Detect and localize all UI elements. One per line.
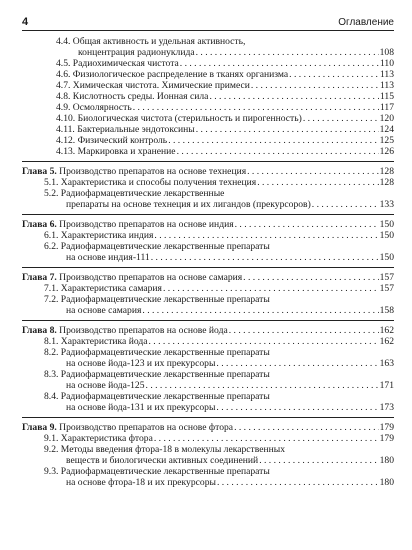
toc-entry bbox=[22, 380, 394, 391]
toc-entry-label: концентрация радионуклида bbox=[78, 47, 195, 58]
toc-entry-line: 8.4. Радиофармацевтические лекарственные препараты bbox=[44, 391, 270, 402]
chapter-block bbox=[22, 161, 394, 210]
page-ref: 128 bbox=[379, 166, 394, 177]
leader-dots bbox=[216, 402, 378, 413]
page-ref: 124 bbox=[379, 124, 394, 135]
leader-dots bbox=[154, 433, 379, 444]
chapter-heading-label: Глава 7. Производство препаратов на основе самария bbox=[22, 272, 243, 283]
toc-entry-line: 6.2. Радиофармацевтические лекарственные препараты bbox=[44, 241, 270, 252]
toc-entry-label: 4.5. Радиохимическая чистота bbox=[56, 58, 179, 69]
chapter-heading bbox=[22, 422, 394, 433]
toc-entry-label: препараты на основе технеция и их лигандов (прекурсоров) bbox=[66, 199, 311, 210]
page-ref: 128 bbox=[379, 177, 394, 188]
page-ref: 113 bbox=[379, 69, 394, 80]
chapter-heading bbox=[22, 272, 394, 283]
toc-entry-label: 4.12. Физический контроль bbox=[56, 135, 168, 146]
toc-entry-label: 5.1. Характеристика и способы получения технеция bbox=[44, 177, 257, 188]
chapter-heading-label: Глава 6. Производство препаратов на основе индия bbox=[22, 219, 234, 230]
chapter-block bbox=[22, 267, 394, 316]
page-ref: 157 bbox=[379, 272, 394, 283]
toc-entry-line: 8.2. Радиофармацевтические лекарственные препараты bbox=[44, 347, 270, 358]
page-ref: 173 bbox=[379, 402, 394, 413]
table-of-contents bbox=[22, 36, 394, 488]
toc-entry-label: на основе йода-123 и их прекурсоры bbox=[66, 358, 216, 369]
page-ref: 163 bbox=[379, 358, 394, 369]
leader-dots bbox=[251, 80, 379, 91]
page-number: 4 bbox=[22, 16, 29, 28]
page-ref: 179 bbox=[379, 422, 394, 433]
toc-entry-label: 6.1. Характеристика индия bbox=[44, 230, 154, 241]
page-ref: 150 bbox=[379, 219, 394, 230]
leader-dots bbox=[303, 113, 379, 124]
page-ref: 180 bbox=[379, 477, 394, 488]
chapter-block bbox=[22, 214, 394, 263]
toc-entry bbox=[22, 455, 394, 466]
page-ref: 180 bbox=[379, 455, 394, 466]
leader-dots bbox=[235, 219, 379, 230]
toc-entry bbox=[22, 146, 394, 157]
leader-dots bbox=[180, 58, 379, 69]
toc-entry bbox=[22, 252, 394, 263]
toc-entry-label: на основе индия-111 bbox=[66, 252, 150, 263]
page-ref: 133 bbox=[379, 199, 394, 210]
toc-entry-label: на основе самария bbox=[66, 305, 142, 316]
toc-entry bbox=[22, 58, 394, 69]
toc-entry bbox=[22, 358, 394, 369]
leader-dots bbox=[154, 230, 378, 241]
leader-dots bbox=[216, 358, 378, 369]
leader-dots bbox=[133, 102, 379, 113]
toc-entry bbox=[22, 305, 394, 316]
chapter-number: Глава 6. bbox=[22, 219, 57, 230]
toc-entry-label: 8.1. Характеристика йода bbox=[44, 336, 148, 347]
page-ref: 179 bbox=[379, 433, 394, 444]
toc-entry-label: на основе фтора-18 и их прекурсоры bbox=[66, 477, 216, 488]
chapter-heading-label: Глава 8. Производство препаратов на основе йода bbox=[22, 325, 228, 336]
toc-entry bbox=[22, 80, 394, 91]
toc-entry-label: 9.1. Характеристика фтора bbox=[44, 433, 153, 444]
toc-entry-line: 9.2. Методы введения фтора-18 в молекулы лекарственных bbox=[44, 444, 285, 455]
page-ref: 150 bbox=[379, 230, 394, 241]
toc-entry-line: 7.2. Радиофармацевтические лекарственные препараты bbox=[44, 294, 270, 305]
page-ref: 162 bbox=[379, 325, 394, 336]
chapter-number: Глава 8. bbox=[22, 325, 57, 336]
leader-dots bbox=[196, 124, 379, 135]
page-ref: 158 bbox=[379, 305, 394, 316]
page-ref: 150 bbox=[379, 252, 394, 263]
toc-entry-label: 7.1. Характеристика самария bbox=[44, 283, 162, 294]
toc-entry bbox=[22, 199, 394, 210]
toc-entry bbox=[22, 113, 394, 124]
page-ref: 110 bbox=[379, 58, 394, 69]
toc-entry bbox=[22, 230, 394, 241]
chapter-block bbox=[22, 320, 394, 413]
leader-dots bbox=[217, 477, 379, 488]
toc-entry-label: на основе йода-131 и их прекурсоры bbox=[66, 402, 216, 413]
toc-entry bbox=[22, 91, 394, 102]
chapter-number: Глава 7. bbox=[22, 272, 57, 283]
toc-entry-label: 4.8. Кислотность среды. Ионная сила bbox=[56, 91, 209, 102]
leader-dots bbox=[234, 422, 379, 433]
toc-entry bbox=[22, 135, 394, 146]
leader-dots bbox=[163, 283, 379, 294]
leader-dots bbox=[177, 146, 379, 157]
chapter-heading bbox=[22, 219, 394, 230]
chapter-heading-label: Глава 9. Производство препаратов на основе фтора bbox=[22, 422, 234, 433]
toc-entry bbox=[22, 47, 394, 58]
toc-entry-line: 4.4. Общая активность и удельная активность, bbox=[56, 36, 246, 47]
toc-entry-label: на основе йода-125 bbox=[66, 380, 145, 391]
chapter-number: Глава 9. bbox=[22, 422, 57, 433]
toc-entry bbox=[22, 477, 394, 488]
toc-entry-label: 4.9. Осмолярность bbox=[56, 102, 132, 113]
page-ref: 162 bbox=[379, 336, 394, 347]
page-ref: 125 bbox=[379, 135, 394, 146]
page-ref: 120 bbox=[379, 113, 394, 124]
toc-entry bbox=[22, 69, 394, 80]
leader-dots bbox=[151, 252, 379, 263]
leader-dots bbox=[312, 199, 379, 210]
toc-entry-line: 5.2. Радиофармацевтические лекарственные bbox=[44, 188, 225, 199]
leader-dots bbox=[168, 135, 378, 146]
toc-entry bbox=[22, 102, 394, 113]
toc-entry bbox=[22, 336, 394, 347]
chapter-heading-label: Глава 5. Производство препаратов на основе технеция bbox=[22, 166, 247, 177]
leader-dots bbox=[257, 177, 378, 188]
toc-entry bbox=[22, 402, 394, 413]
leader-dots bbox=[149, 336, 379, 347]
page-ref: 126 bbox=[379, 146, 394, 157]
chapter-heading bbox=[22, 325, 394, 336]
page-ref: 171 bbox=[379, 380, 394, 391]
leader-dots bbox=[196, 47, 379, 58]
page-ref: 115 bbox=[379, 91, 394, 102]
chapter-number: Глава 5. bbox=[22, 166, 57, 177]
toc-entry-line: 8.3. Радиофармацевтические лекарственные препараты bbox=[44, 369, 270, 380]
toc-entry-label: веществ и биологически активных соединений bbox=[66, 455, 259, 466]
toc-entry bbox=[22, 124, 394, 135]
page-ref: 157 bbox=[379, 283, 394, 294]
page-header bbox=[22, 6, 394, 31]
page-ref: 108 bbox=[379, 47, 394, 58]
chapter-block bbox=[22, 417, 394, 488]
leader-dots bbox=[209, 91, 379, 102]
leader-dots bbox=[247, 166, 378, 177]
toc-entry-label: 4.6. Физиологическое распределение в тканях организма bbox=[56, 69, 289, 80]
page-ref: 117 bbox=[379, 102, 394, 113]
toc-entry-label: 4.13. Маркировка и хранение bbox=[56, 146, 176, 157]
leader-dots bbox=[142, 305, 378, 316]
leader-dots bbox=[229, 325, 379, 336]
toc-entry-label: 4.11. Бактериальные эндотоксины bbox=[56, 124, 195, 135]
toc-entry-line: 9.3. Радиофармацевтические лекарственные препараты bbox=[44, 466, 270, 477]
running-title: Оглавление bbox=[338, 17, 394, 28]
page-ref: 113 bbox=[379, 80, 394, 91]
leader-dots bbox=[243, 272, 378, 283]
chapter-heading bbox=[22, 166, 394, 177]
leader-dots bbox=[259, 455, 378, 466]
leader-dots bbox=[146, 380, 379, 391]
toc-entry-label: 4.10. Биологическая чистота (стерильность и пирогенность) bbox=[56, 113, 302, 124]
toc-entry bbox=[22, 283, 394, 294]
toc-entry bbox=[22, 177, 394, 188]
toc-entry-label: 4.7. Химическая чистота. Химические примеси bbox=[56, 80, 250, 91]
leader-dots bbox=[289, 69, 379, 80]
toc-entry bbox=[22, 433, 394, 444]
